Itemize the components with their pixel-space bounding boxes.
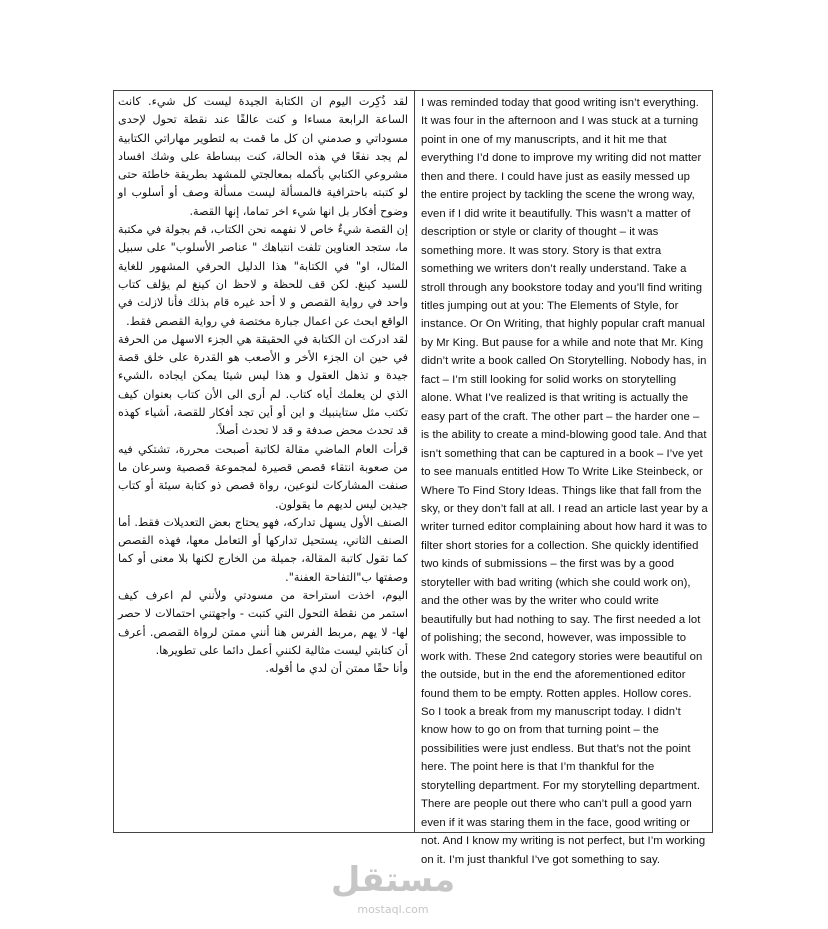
english-paragraph: I was reminded today that good writing isn’t everything. It was four in the afternoon and I was stuck at a turning point in one of my manuscripts, and it hit me that everything I’d done to improve my writing did not matter then and there. I could have just as easily messed up the entire project by tackling the scene the wrong way, even if I did write it beautifully. This wasn’t a matter of description or style or clarity of thought – it was something more. It was story. Story is that extra something we writers don’t really understand. Take a stroll through any bookstore today and you’ll find writing titles jumping out at you: The Elements of Style, for instance. Or On Writing, that highly popular craft manual by Mr King. But pause for a while and note that Mr. King didn’t write a book called On Storytelling. Nobody has, in fact – I’m still looking for solid works on storytelling alone. What I’ve realized is that writing is actually the easy part of the craft. The other part – the harder one – is the ability to create a mind-blowing good tale. And that isn’t something that can be captured in a book – I’ve yet to see manuals entitled How To Write Like Steinbeck, or Where To Find Story Ideas. Things like that fall from the sky, or they don’t fall at all. I read an article last year by a writer turned editor complaining about how hard it was to filter short stories for a collection. She quickly identified two kinds of submissions – the first was by a good storyteller with bad writing (which she could work on), and the other was by the writer who could write beautifully but had nothing to say. The first needed a lot of polishing; the second, however, was impossible to work with. These 2nd category stories were beautiful on the outside, but in the end the aforementioned editor found them to be empty. Rotten apples. Hollow cores. So I took a break from my manuscript today. I didn’t know how to go on from that turning point – the possibilities were just endless. But that’s not the point here. The point here is that I’m thankful for the storytelling department. For my storytelling department. There are people out there who can’t pull a good yarn even if it was staring them in the face, good writing or not. And I know my writing is not perfect, but I’m working on it. I’m just thankful I’ve got something to say.	[421, 97, 708, 866]
mostaql-url: mostaql.com	[357, 903, 429, 916]
arabic-translation-column	[114, 91, 415, 832]
translation-table	[113, 90, 713, 866]
arabic-paragraph: اليوم، اخذت استراحة من مسودتي ولأنني لم اعرف كيف استمر من نقطة التحول التي كتبت - واجهتني احتمالات لا حصر لها- لا يهم ,مربط الفرس هنا أنني ممتن لرواة القصص. أعرف أن كتابتي ليست مثالية لكنني أعمل دائما على تطويرها.	[118, 589, 408, 657]
arabic-paragraph: لقد ادركت ان الكتابة في الحقيقة هي الجزء الاسهل من الحرفة في حين ان الجزء الأخر و الأصعب هو القدرة على خلق قصة جيدة و تذهل العقول و هذا ليس شيئا يمكن ايجاده ،الشيء الذي لن يعلمك أياه كتاب. لم أرى الى الأن كتاب بعنوان كيف تكتب مثل ستاينبيك و اين أو أين تجد أفكار للقصة، أشياء كهذه قد تحدث محض صدفة و قد لا تحدث أصلاً.	[118, 332, 408, 438]
arabic-paragraph: إن القصة شيءٌ خاص لا نفهمه نحن الكتاب، قم بجولة في مكتبة ما، ستجد العناوين تلفت انتباهك " عناصر الأسلوب" على سبيل المثال، او" في الكتابة" هذا الدليل الحرفي المشهور للغاية للسيد كينغ. لكن قف للحظة و لاحظ ان كينغ لم يؤلف كتاب واحد في رواية القصص و لا أحد غيره قام بذلك فأنا لازلت في الواقع ابحث عن اعمال جبارة مختصة في رواية القصص فقط.	[118, 223, 408, 328]
mostaql-watermark	[318, 858, 468, 918]
arabic-paragraph: الصنف الأول يسهل تداركه، فهو يحتاج بعض التعديلات فقط. أما الصنف الثاني، يستحيل تداركها أو التعامل معها، فهذه القصص كما تقول كاتبة المقالة، جميلة من الخارج لكنها بلا معنى أو كما وصفتها ب"التفاحة العفنة".	[118, 515, 408, 584]
mostaql-logo: مستقل	[330, 860, 456, 900]
arabic-paragraph: لقد ذُكِرت اليوم ان الكتابة الجيدة ليست كل شيء. كانت الساعة الرابعة مساءا و كنت عالقًا عند نقطة تحول لإحدى مسوداتي و صدمني ان كل ما قمت به لتطوير مهاراتي الكتابية لم يجد نفعًا في هذه الحالة، كنت ببساطة على وشك افساد مشروعي الكتابي بأكمله بمعالجتي للمشهد بطريقة خاطئة حتى لو كتبته باحترافية فالمسألة ليست مسألة وصف أو أسلوب او وضوح أفكار بل انها شيء اخر تماما، إنها القصة.	[118, 95, 408, 218]
english-source-column	[415, 91, 712, 866]
arabic-paragraph: قرأت العام الماضي مقالة لكاتبة أصبحت محررة، تشتكي فيه من صعوبة انتقاء قصص قصيرة لمجموعة قصصية وسرعان ما صنفت المشاركات لنوعين، رواة قصص ذو كتابة سيئة أو كتاب جيدين ليس لديهم ما يقولون.	[118, 442, 408, 511]
arabic-paragraph: وأنا حقًا ممتن أن لدي ما أقوله.	[265, 662, 408, 676]
